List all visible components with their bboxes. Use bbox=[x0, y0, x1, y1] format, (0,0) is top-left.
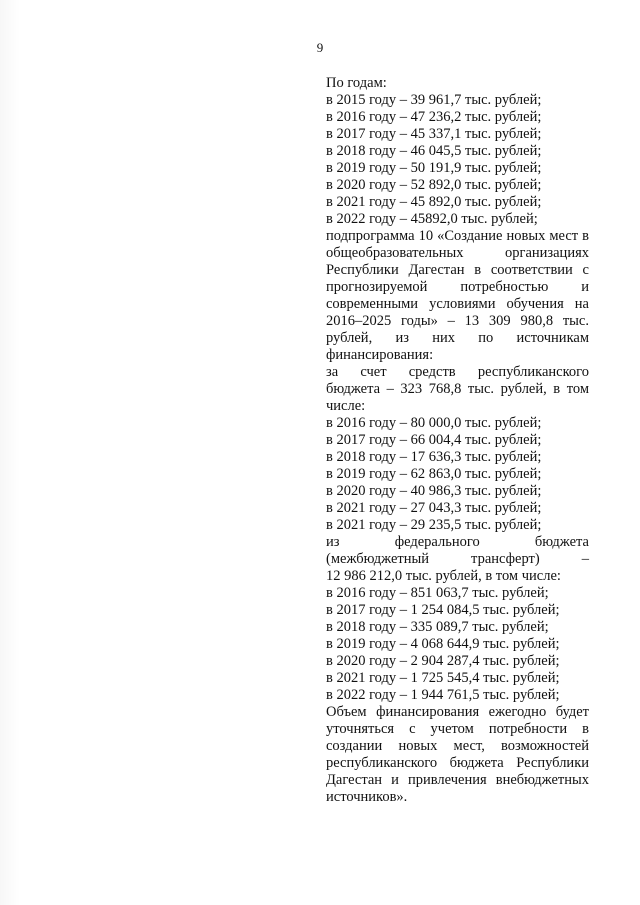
total-year-line: в 2022 году – 45892,0 тыс. рублей; bbox=[326, 211, 538, 227]
federal-years-list bbox=[326, 585, 589, 704]
federal-year-line: в 2021 году – 1 725 545,4 тыс. рублей; bbox=[326, 670, 560, 686]
document-body bbox=[326, 75, 589, 806]
page-number: 9 bbox=[316, 40, 324, 55]
federal-year-line: в 2019 году – 4 068 644,9 тыс. рублей; bbox=[326, 636, 560, 652]
republic-year-line: в 2020 году – 40 986,3 тыс. рублей; bbox=[326, 483, 542, 499]
total-year-line: в 2016 году – 47 236,2 тыс. рублей; bbox=[326, 109, 542, 125]
republic-year-line: в 2017 году – 66 004,4 тыс. рублей; bbox=[326, 432, 542, 448]
total-year-line: в 2019 году – 50 191,9 тыс. рублей; bbox=[326, 160, 542, 176]
republic-years-list bbox=[326, 415, 589, 534]
scan-edge-shadow bbox=[0, 0, 20, 905]
total-year-line: в 2015 году – 39 961,7 тыс. рублей; bbox=[326, 92, 542, 108]
total-year-line: в 2017 году – 45 337,1 тыс. рублей; bbox=[326, 126, 542, 142]
total-year-line: в 2020 году – 52 892,0 тыс. рублей; bbox=[326, 177, 542, 193]
federal-year-line: в 2022 году – 1 944 761,5 тыс. рублей; bbox=[326, 687, 560, 703]
total-year-line: в 2021 году – 45 892,0 тыс. рублей; bbox=[326, 194, 542, 210]
republic-year-line: в 2019 году – 62 863,0 тыс. рублей; bbox=[326, 466, 542, 482]
federal-year-line: в 2017 году – 1 254 084,5 тыс. рублей; bbox=[326, 602, 560, 618]
subprogram-paragraph: подпрограмма 10 «Создание новых мест в общеобразовательных организациях Республики Дагестан в соответствии с прогнозируемой потребностью и современными условиями обучения на 2016–2025 годы» – 13 309 980,8 тыс. рублей, из них по источникам финансирования: bbox=[326, 228, 589, 363]
federal-year-line: в 2020 году – 2 904 287,4 тыс. рублей; bbox=[326, 653, 560, 669]
federal-budget-intro: из федерального бюджета (межбюджетный трансферт) – bbox=[326, 534, 589, 567]
closing-paragraph: Объем финансирования ежегодно будет уточняться с учетом потребности в создании новых мест, возможностей республиканского бюджета Республики Дагестан и привлечения внебюджетных источников». bbox=[326, 704, 589, 805]
republic-year-line: в 2021 году – 29 235,5 тыс. рублей; bbox=[326, 517, 542, 533]
federal-year-line: в 2016 году – 851 063,7 тыс. рублей; bbox=[326, 585, 549, 601]
republic-year-line: в 2021 году – 27 043,3 тыс. рублей; bbox=[326, 500, 542, 516]
republic-year-line: в 2018 году – 17 636,3 тыс. рублей; bbox=[326, 449, 542, 465]
total-years-list bbox=[326, 92, 589, 228]
republic-year-line: в 2016 году – 80 000,0 тыс. рублей; bbox=[326, 415, 542, 431]
by-year-heading: По годам: bbox=[326, 75, 387, 91]
federal-budget-total: 12 986 212,0 тыс. рублей, в том числе: bbox=[326, 568, 561, 584]
federal-year-line: в 2018 году – 335 089,7 тыс. рублей; bbox=[326, 619, 549, 635]
total-year-line: в 2018 году – 46 045,5 тыс. рублей; bbox=[326, 143, 542, 159]
republic-budget-intro: за счет средств республиканского бюджета – 323 768,8 тыс. рублей, в том числе: bbox=[326, 364, 589, 414]
